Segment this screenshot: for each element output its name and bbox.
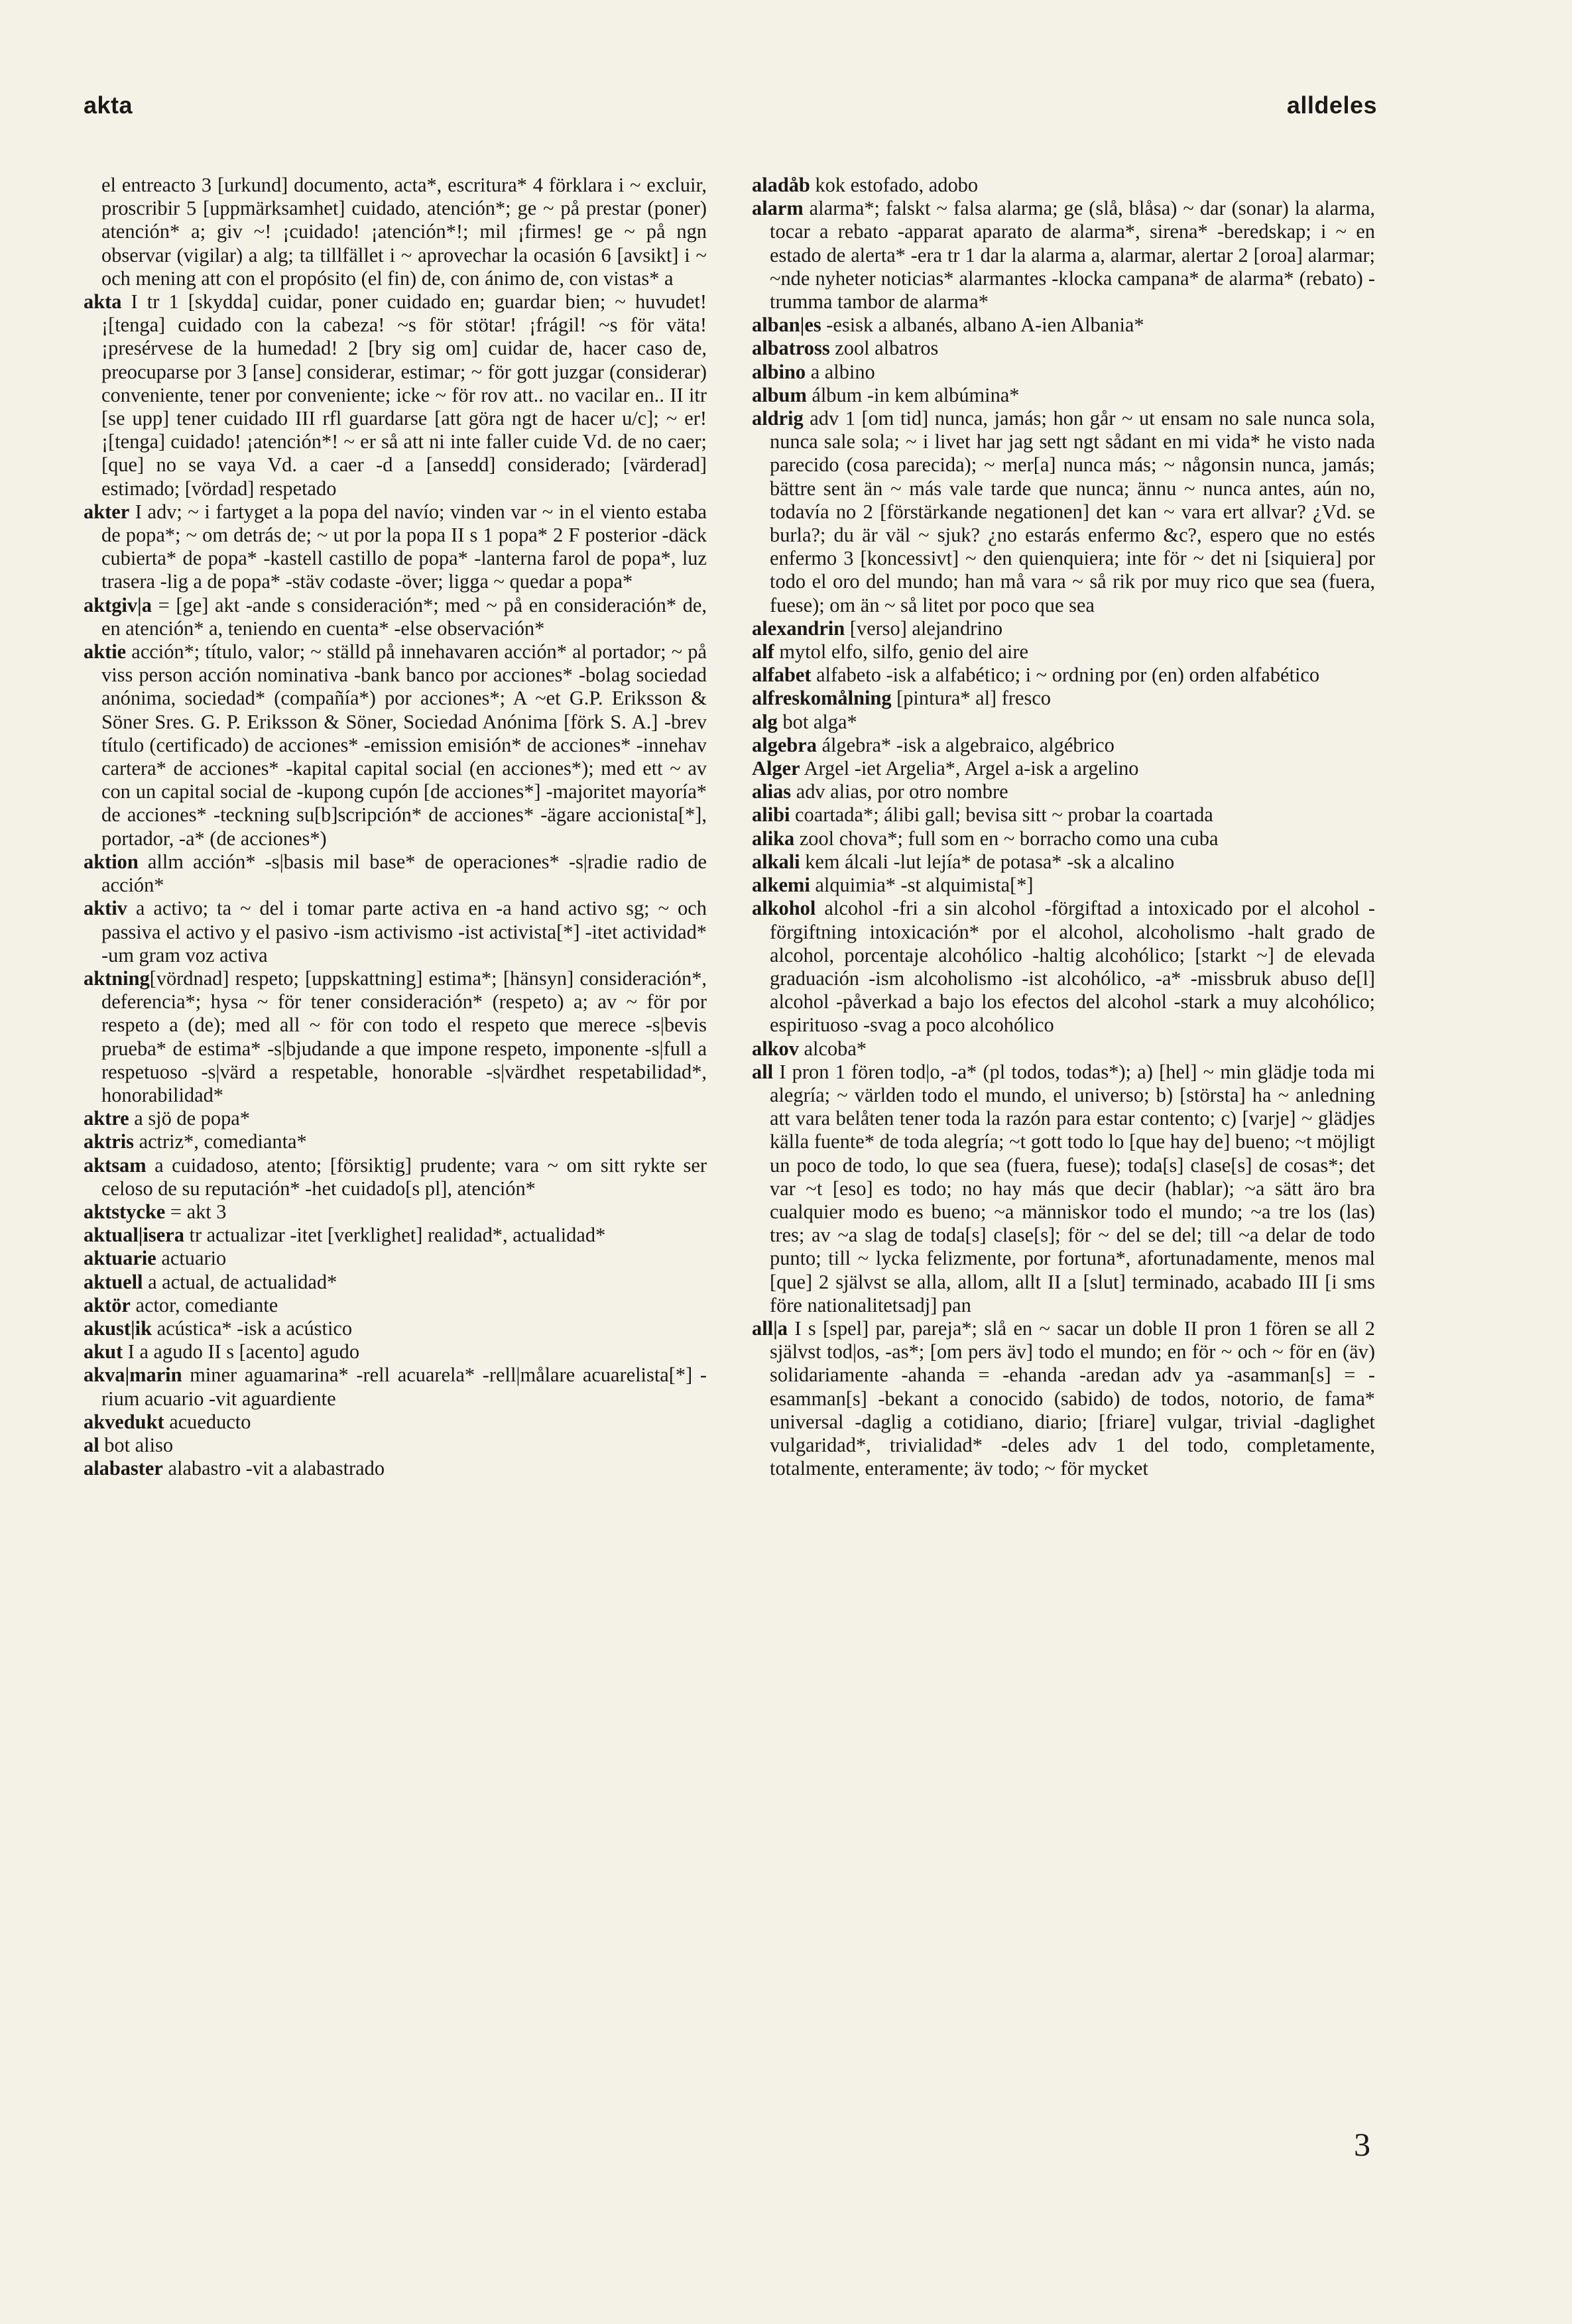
dictionary-entry [752,664,1375,687]
dictionary-entry [752,874,1375,897]
left-guide-word: akta [84,91,133,119]
entry-text: a sjö de popa* [129,1107,250,1130]
dictionary-entry [84,174,707,290]
dictionary-entry [752,361,1375,384]
entry-headword: akter [84,500,130,523]
dictionary-entry [752,850,1375,874]
dictionary-entry [752,384,1375,407]
entry-headword: akva|marin [84,1364,182,1387]
entry-headword: aktsam [84,1153,147,1177]
page-header [84,91,1377,131]
entry-headword: aktuarie [84,1247,156,1270]
entry-headword: al [84,1433,99,1456]
entry-text: alquimia* -st alquimista[*] [810,874,1034,897]
entry-headword: aktris [84,1130,134,1153]
dictionary-entry [84,1224,707,1247]
entry-text: kok estofado, adobo [810,174,979,196]
dictionary-entry [752,314,1375,337]
entry-text: alcohol -fri a sin alcohol -förgiftad a intoxicado por el alcohol -förgiftning intoxicación* por el alcohol, alcoholismo -halt grado de alcohol, porcentaje alcohólico -haltig alcohólico; [starkt ~] de elevada graduación -ism alcoholismo -ist alcohólico, -a* -missbruk abuso de[l] alcohol -påverkad a bajo los efectos del alcohol -stark a muy alcohólico; espirituoso -svag a poco alcohólico [770,897,1375,1037]
dictionary-entry [752,711,1375,734]
dictionary-entry [84,1247,707,1270]
entry-headword: alfreskomålning [752,687,892,710]
entry-text: a activo; ta ~ del i tomar parte activa en -a hand activo sg; ~ och passiva el activo y el pasivo -ism activismo -ist activista[*] -itet actividad* -um gram voz activa [101,897,707,966]
entry-text: miner aguamarina* -rell acuarela* -rell|målare acuarelista[*] -rium acuario -vit aguardiente [101,1364,707,1410]
entry-text: el entreacto 3 [urkund] documento, acta*, escritura* 4 förklara i ~ excluir, proscribir 5 [uppmärksamhet] cuidado, atención*; ge ~ på prestar (poner) atención* a; giv ~! ¡cuidado! ¡atención*!; mil ¡firmes! ge ~ på ngn observar (vigilar) a alg; ta tillfället i ~ aprovechar la ocasión 6 [avsikt] i ~ och mening att con el propósito (el fin) de, con ánimo de, con vistas* a [101,174,707,290]
entry-text: actuario [156,1247,227,1270]
dictionary-entry [752,897,1375,1037]
dictionary-entry [84,594,707,640]
dictionary-entry [752,687,1375,710]
entry-text: adv alias, por otro nombre [791,780,1008,803]
entry-headword: alkali [752,850,800,873]
dictionary-entry [84,1317,707,1340]
entry-text: zool albatros [829,337,939,360]
entry-text: adv 1 [om tid] nunca, jamás; hon går ~ ut ensam no sale nunca sola, nunca sale sola; ~ i livet har jag sett ngt sådant en mi vida* he visto nada parecido (cosa parecida); ~ mer[a] nunca más; ~ någonsin nunca, jamás; bättre sent än ~ más vale tarde que nunca; ännu ~ nunca antes, aún no, todavía no 2 [förstärkande negationen] det kan ~ vara ert allvar? ¿Vd. se burla?; du är väl ~ sjuk? ¿no estarás enfermo &c?, espero que no estés enfermo 3 [koncessivt] ~ den quienquiera; inte för ~ det ni [siquiera] por todo el oro del mundo; han må vara ~ så rik por muy rico que sea (fuera, fuese); om än ~ så litet por poco que sea [770,407,1375,616]
entry-text: I pron 1 fören tod|o, -a* (pl todos, todas*); a) [hel] ~ min glädje toda mi alegría; ~ världen todo el mundo, el universo; b) [största] ha ~ anledning att vara belåten tener toda la razón para estar contento; c) [varje] ~ glädjes källa fuente* de toda alegría; ~t gott todo lo [que hay de] bueno; ~t möjligt un poco de todo, lo que sea (fuera, fuese); toda[s] clase[s] de cosas*; det var ~t [eso] es todo; no hay más que decir (hablar); ~a sätt äro bra cualquier modo es bueno; ~a människor todo el mundo; ~a tre los (las) tres; av ~a slag de toda[s] clase[s]; för ~ del se del; till ~a delar de todo punto; till ~ lycka felizmente, por fortuna*, afortunadamente, menos mal [que] 2 självst se alla, allom, allt II a [slut] terminado, acabado III [i sms före nationalitetsadj] pan [770,1060,1375,1316]
dictionary-entry [84,897,707,967]
entry-headword: alkohol [752,897,816,920]
dictionary-entry [84,1340,707,1364]
entry-headword: aktning [84,966,150,990]
dictionary-entry [752,1037,1375,1061]
dictionary-entry [84,1457,707,1480]
entry-text: [vördnad] respeto; [uppskattning] estima*; [hänsyn] consideración*, deferencia*; hysa ~ för tener consideración* (respeto) a; av ~ för por respeto a (de); med all ~ för con todo el respeto que merece -s|bevis prueba* de estima* -s|bjudande a que impone respeto, imponente -s|full a respetuoso -s|värd a respetable, honorable -s|värdhet respetabilidad*, honorabilidad* [101,966,707,1106]
entry-headword: all [752,1060,774,1083]
entry-headword: akvedukt [84,1410,164,1433]
entry-headword: aktre [84,1107,129,1130]
dictionary-entry [752,197,1375,314]
dictionary-entry [84,1200,707,1224]
entry-headword: aktuell [84,1270,143,1293]
entry-headword: aktual|isera [84,1224,184,1247]
entry-text: acueducto [164,1410,251,1433]
dictionary-entry [752,827,1375,850]
dictionary-entry [752,803,1375,827]
entry-text: I s [spel] par, pareja*; slå en ~ sacar un doble II pron 1 fören se all 2 självst tod|os, -as*; [om pers äv] todo el mundo; en för ~ och ~ för en (äv) solidariamente -ahanda = -ehanda -aredan adv ya -asamman[s] = -esamman[s] -bekant a conocido (sabido) de todos, notorio, de fama* universal -daglig a cotidiano, diario; [friare] vulgar, trivial -daglighet vulgaridad*, trivialidad* -deles adv 1 del todo, completamente, totalmente, enteramente; äv todo; ~ för mycket [770,1316,1375,1480]
dictionary-entry [752,640,1375,664]
entry-text: actriz*, comedianta* [133,1130,307,1153]
entry-text: álgebra* -isk a algebraico, algébrico [816,733,1115,756]
entry-headword: alias [752,780,792,803]
dictionary-entry [84,1130,707,1153]
dictionary-entry [752,1061,1375,1317]
entry-headword: akta [84,290,122,314]
entry-text: alcoba* [798,1037,867,1060]
entry-headword: aldrig [752,407,804,430]
dictionary-entry [752,174,1375,197]
entry-headword: alarm [752,197,804,220]
entry-headword: alban|es [752,314,821,337]
entry-text: coartada*; álibi gall; bevisa sitt ~ probar la coartada [790,803,1213,827]
entry-headword: aktstycke [84,1200,166,1223]
entry-headword: Alger [752,757,800,780]
entry-text: alabastro -vit a alabastrado [162,1457,385,1480]
entry-text: I adv; ~ i fartyget a la popa del navío; vinden var ~ in el viento estaba de popa*; ~ om detrás de; ~ ut por la popa II s 1 popa* 2 F posterior -däck cubierta* de popa* -kastell castillo de popa* -lanterna farol de popa*, luz trasera -lig a de popa* -stäv codaste -över; ligga ~ quedar a popa* [101,500,707,593]
entry-headword: alfabet [752,664,812,687]
dictionary-entry [84,967,707,1107]
entry-text: a actual, de actualidad* [143,1270,337,1293]
entry-headword: aladåb [752,174,810,196]
entry-text: bot alga* [777,710,857,733]
dictionary-entry [84,1107,707,1130]
entry-headword: album [752,383,807,406]
dictionary-entry [752,757,1375,780]
dictionary-entry [84,290,707,500]
entry-text: mytol elfo, silfo, genio del aire [774,640,1028,664]
entry-text: -esisk a albanés, albano A-ien Albania* [821,314,1144,337]
entry-text: [verso] alejandrino [845,616,1003,640]
entry-headword: alexandrin [752,616,845,640]
dictionary-entry [84,1154,707,1200]
dictionary-entry [752,780,1375,803]
entry-text: = akt 3 [165,1200,227,1223]
entry-headword: alkov [752,1037,799,1060]
entry-headword: albatross [752,337,830,360]
entry-headword: alabaster [84,1457,163,1480]
dictionary-entry [84,850,707,897]
entry-headword: alg [752,710,778,733]
entry-text: kem álcali -lut lejía* de potasa* -sk a alcalino [800,850,1175,873]
entry-headword: all|a [752,1316,788,1340]
dictionary-entry [84,640,707,850]
entry-headword: aktiv [84,897,127,920]
entry-text: a albino [806,360,875,383]
left-column [84,174,707,1480]
entry-headword: alibi [752,803,790,827]
entry-text: = [ge] akt -ande s consideración*; med ~ på en consideración* de, en atención* a, teniendo en cuenta* -else observación* [101,593,707,640]
dictionary-entry [84,1271,707,1294]
dictionary-entry [752,1317,1375,1480]
dictionary-entry [84,500,707,594]
entry-headword: alika [752,827,795,850]
entry-headword: akust|ik [84,1316,152,1340]
entry-headword: aktör [84,1293,131,1316]
dictionary-entry [84,1294,707,1317]
entry-text: álbum -in kem albúmina* [806,383,1020,406]
entry-text: acción*; título, valor; ~ ställd på innehavaren acción* al portador; ~ på viss person acción nominativa -bank banco por acciones* -bolag sociedad anónima, sociedad* (compañía*) por acciones*; A ~et G.P. Eriksson & Söner Sres. G. P. Eriksson & Söner, Sociedad Anónima [förk S. A.] -brev título (certificado) de acciones* -emission emisión* de acciones* -innehav cartera* de acciones* -kapital capital social (en acciones*); med ett ~ av con un capital social de -kupong cupón [de acciones*] -majoritet mayoría* de acciones* -teckning su[b]scripción* de acciones* -ägare accionista[*], portador, -a* (de acciones*) [101,640,707,850]
dictionary-entry [752,617,1375,640]
entry-text: Argel -iet Argelia*, Argel a-isk a argelino [800,757,1139,780]
entry-text: I a agudo II s [acento] agudo [123,1340,360,1364]
entry-headword: algebra [752,733,817,756]
right-column [752,174,1375,1480]
dictionary-entry [752,407,1375,617]
entry-text: allm acción* -s|basis mil base* de operaciones* -s|radie radio de acción* [101,850,707,897]
page-number: 3 [1354,2126,1370,2163]
entry-text: alfabeto -isk a alfabético; i ~ ordning por (en) orden alfabético [811,664,1320,687]
dictionary-entry [752,734,1375,757]
entry-text: zool chova*; full som en ~ borracho como una cuba [794,827,1219,850]
entry-headword: alkemi [752,874,810,897]
entry-headword: albino [752,360,806,383]
dictionary-entry [84,1364,707,1410]
entry-text: alarma*; falskt ~ falsa alarma; ge (slå, blåsa) ~ dar (sonar) la alarma, tocar a rebato -apparat aparato de alarma*, sirena* -beredskap; i ~ en estado de alerta* -era tr 1 dar la alarma a, alarmar, alertar 2 [oroa] alarmar; ~nde nyheter noticias* alarmantes -klocka campana* de alarma* (rebato) -trumma tambor de alarma* [770,197,1375,314]
entry-headword: aktie [84,640,127,664]
entry-headword: akut [84,1340,123,1364]
entry-text: I tr 1 [skydda] cuidar, poner cuidado en; guardar bien; ~ huvudet! ¡[tenga] cuidado con la cabeza! ~s för stötar! ¡frágil! ~s för väta! ¡presérvese de la humedad! 2 [bry sig om] cuidar de, hacer caso de, preocuparse por 3 [anse] considerar, estimar; ~ för gott juzgar (considerar) conveniente, tener por conveniente; icke ~ för rov att.. no vacilar en.. II itr [se upp] tener cuidado III rfl guardarse [att göra ngt de hacer u/c]; ~ er! ¡[tenga] cuidado! ¡atención*! ~ er så att ni inte faller cuide Vd. de no caer; [que] no se vaya Vd. a caer -d a [ansedd] considerado; [värderad] estimado; [vördad] respetado [101,290,707,500]
dictionary-entry [752,337,1375,360]
entry-text: bot aliso [99,1433,174,1456]
entry-headword: alf [752,640,774,664]
right-guide-word: alldeles [1286,91,1377,119]
entry-text: acústica* -isk a acústico [151,1316,353,1340]
entry-text: [pintura* al] fresco [891,687,1051,710]
entry-text: tr actualizar -itet [verklighet] realidad*, actualidad* [184,1224,606,1247]
entry-text: a cuidadoso, atento; [försiktig] prudente; vara ~ om sitt rykte ser celoso de su reputación* -het cuidado[s pl], atención* [101,1153,707,1200]
entry-text: actor, comediante [130,1293,278,1316]
entry-headword: aktgiv|a [84,593,152,616]
dictionary-entry [84,1411,707,1434]
entry-headword: aktion [84,850,139,873]
dictionary-entry [84,1434,707,1457]
